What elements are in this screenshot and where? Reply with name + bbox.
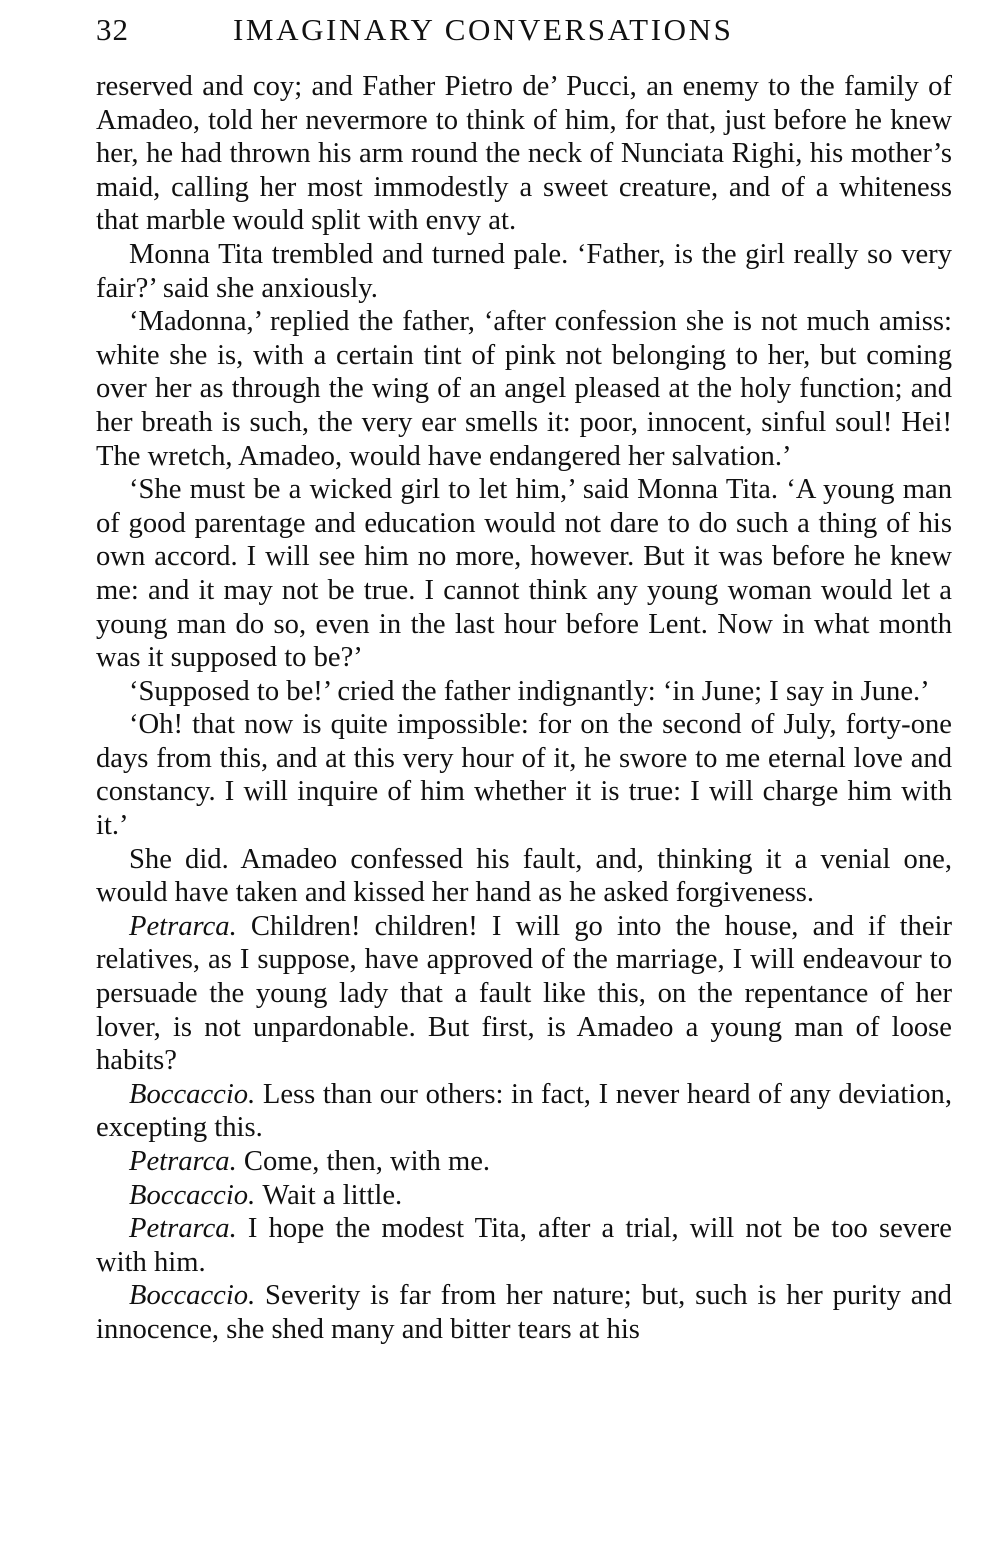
paragraph: [96, 1212, 952, 1279]
book-page: [96, 8, 952, 1347]
paragraph: [96, 708, 952, 842]
paragraph-text: ‘Oh! that now is quite impossible: for on the second of July, forty-one days from this, and at this very hour of it, he swore to me eternal love and constancy. I will inquire of him whether it is true: I will charge him with it.’: [96, 709, 952, 842]
paragraph-text: reserved and coy; and Father Pietro de’ Pucci, an enemy to the family of Amadeo, told her nevermore to think of him, for that, just before he knew her, he had thrown his arm round the neck of Nunciata Righi, his mother’s maid, calling her most immodestly a sweet creature, and of a whiteness that marble would split with envy at.: [96, 71, 952, 237]
paragraph: [96, 1279, 952, 1346]
paragraph-text: Children! children! I will go into the house, and if their relatives, as I suppose, have approved of the marriage, I will endeavour to persuade the young lady that a fault like this, on the repentance of her lover, is not unpardonable. But first, is Amadeo a young man of loose habits?: [96, 910, 953, 1077]
page-number: 32: [96, 12, 129, 47]
speaker-name: Petrarca.: [129, 910, 251, 942]
speaker-name: Boccaccio.: [129, 1280, 266, 1312]
paragraph: [96, 1078, 952, 1145]
paragraph: [96, 675, 952, 709]
paragraph-text: ‘Supposed to be!’ cried the father indignantly: ‘in June; I say in June.’: [129, 675, 930, 707]
paragraph-text: Less than our others: in fact, I never heard of any deviation, excepting this.: [96, 1078, 952, 1144]
paragraph-text: I hope the modest Tita, after a trial, will not be too severe with him.: [96, 1213, 952, 1278]
speaker-name: Petrarca.: [129, 1146, 244, 1177]
running-title: IMAGINARY CONVERSATIONS: [233, 12, 734, 47]
body-text: [96, 70, 952, 1347]
paragraph: [96, 1145, 952, 1179]
paragraph: [96, 238, 952, 305]
paragraph: [96, 473, 952, 675]
speaker-name: Boccaccio.: [129, 1078, 263, 1110]
paragraph-text: Monna Tita trembled and turned pale. ‘Father, is the girl really so very fair?’ said she anxiously.: [96, 238, 952, 304]
running-head: [96, 8, 952, 52]
paragraph-text: She did. Amadeo confessed his fault, and, thinking it a venial one, would have taken and kissed her hand as he asked forgiveness.: [96, 843, 952, 909]
paragraph-text: ‘She must be a wicked girl to let him,’ said Monna Tita. ‘A young man of good parentage and education would not dare to do such a thing of his own accord. I will see him no more, however. But it was before he knew me: and it may not be true. I cannot think any young woman would let a young man do so, even in the last hour before Lent. Now in what month was it supposed to be?’: [96, 474, 952, 674]
paragraph-text: Severity is far from her nature; but, such is her purity and innocence, she shed many and bitter tears at his: [96, 1280, 952, 1345]
paragraph: [96, 1179, 952, 1213]
paragraph-text: Wait a little.: [262, 1179, 403, 1211]
paragraph: [96, 910, 952, 1078]
paragraph: [96, 843, 952, 910]
speaker-name: Petrarca.: [129, 1213, 248, 1245]
paragraph: [96, 305, 952, 473]
paragraph-text: Come, then, with me.: [243, 1146, 491, 1177]
speaker-name: Boccaccio.: [129, 1179, 263, 1211]
paragraph-text: ‘Madonna,’ replied the father, ‘after confession she is not much amiss: white she is, with a certain tint of pink not belonging to her, but coming over her as through the wing of an angel pleased at the holy function; and her breath is such, the very ear smells it: poor, innocent, sinful soul! Hei! The wretch, Amadeo, would have endangered her salvation.’: [96, 306, 952, 472]
paragraph: [96, 70, 952, 238]
